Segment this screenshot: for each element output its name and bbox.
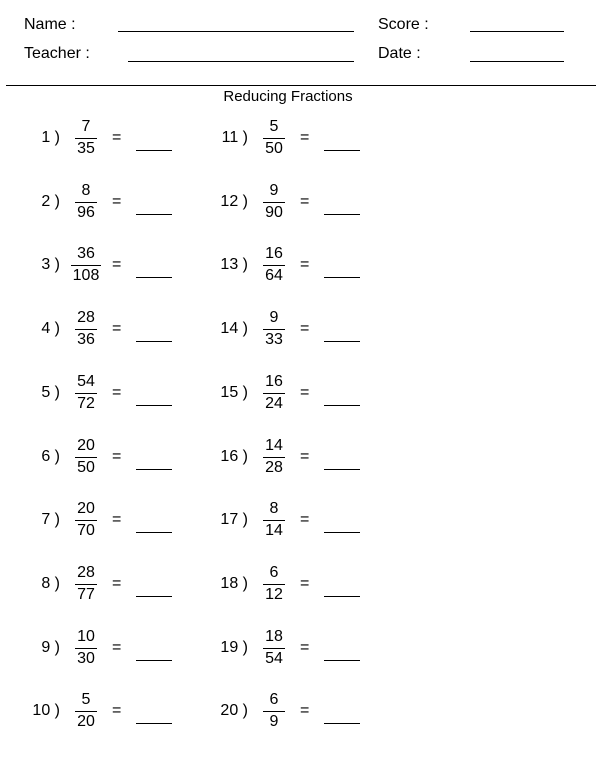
numerator: 36 [77, 245, 95, 263]
problem-item [0, 309, 200, 359]
equals-sign: = [300, 383, 310, 401]
fraction [254, 500, 294, 540]
fraction-bar [263, 138, 285, 139]
name-field[interactable] [118, 31, 354, 32]
answer-blank[interactable] [136, 150, 172, 151]
equals-sign: = [300, 574, 310, 592]
answer-blank[interactable] [324, 405, 360, 406]
fraction-bar [263, 520, 285, 521]
denominator: 72 [77, 394, 95, 412]
problem-number: 10 ) [32, 702, 60, 720]
fraction-bar [75, 648, 97, 649]
page-title: Reducing Fractions [223, 88, 353, 105]
equals-sign: = [112, 511, 122, 529]
fraction-bar [263, 457, 285, 458]
numerator: 20 [77, 436, 95, 454]
fraction [254, 373, 294, 413]
denominator: 108 [72, 267, 100, 285]
problem-number: 1 ) [41, 129, 60, 146]
score-label: Score : [378, 16, 429, 33]
answer-blank[interactable] [136, 723, 172, 724]
answer-blank[interactable] [324, 469, 360, 470]
denominator: 64 [265, 267, 283, 285]
fraction-bar [263, 711, 285, 712]
fraction-bar [75, 520, 97, 521]
fraction [66, 691, 106, 731]
denominator: 50 [265, 140, 283, 157]
numerator: 54 [77, 372, 95, 390]
fraction-bar [75, 457, 97, 458]
equals-sign: = [300, 129, 310, 146]
fraction [254, 309, 294, 349]
date-label: Date : [378, 45, 421, 62]
fraction [254, 691, 294, 731]
fraction [66, 245, 106, 285]
equals-sign: = [112, 638, 122, 656]
problem-item [188, 118, 388, 168]
answer-blank[interactable] [324, 214, 360, 215]
denominator: 36 [77, 331, 95, 349]
problem-item [188, 500, 388, 550]
fraction [254, 564, 294, 604]
fraction [254, 182, 294, 222]
fraction [66, 500, 106, 540]
denominator: 90 [265, 203, 283, 221]
fraction-bar [75, 138, 97, 139]
problem-item [0, 437, 200, 487]
equals-sign: = [112, 574, 122, 592]
fraction-bar [75, 584, 97, 585]
teacher-field[interactable] [128, 61, 354, 62]
denominator: 24 [265, 394, 283, 412]
problem-item [188, 437, 388, 487]
teacher-label: Teacher : [24, 45, 90, 62]
fraction-bar [263, 393, 285, 394]
answer-blank[interactable] [136, 532, 172, 533]
denominator: 35 [77, 140, 95, 157]
fraction-bar [263, 329, 285, 330]
answer-blank[interactable] [136, 405, 172, 406]
numerator: 8 [81, 181, 91, 199]
problem-number: 2 ) [41, 192, 60, 210]
equals-sign: = [300, 192, 310, 210]
problem-item [188, 182, 388, 232]
numerator: 28 [77, 309, 95, 327]
answer-blank[interactable] [136, 277, 172, 278]
equals-sign: = [300, 447, 310, 465]
problem-number: 19 ) [220, 638, 248, 656]
equals-sign: = [112, 129, 122, 146]
name-label: Name : [24, 16, 76, 33]
equals-sign: = [300, 638, 310, 656]
problem-item [0, 691, 200, 741]
answer-blank[interactable] [324, 341, 360, 342]
numerator: 16 [265, 372, 283, 390]
problem-number: 16 ) [220, 447, 248, 465]
fraction-bar [263, 584, 285, 585]
equals-sign: = [112, 256, 122, 274]
equals-sign: = [300, 511, 310, 529]
score-field[interactable] [470, 31, 564, 32]
numerator: 6 [269, 563, 279, 581]
problem-item [0, 182, 200, 232]
problem-item [188, 691, 388, 741]
answer-blank[interactable] [324, 150, 360, 151]
numerator: 10 [77, 627, 95, 645]
equals-sign: = [300, 702, 310, 720]
fraction-bar [263, 265, 285, 266]
numerator: 9 [269, 181, 279, 199]
fraction [66, 628, 106, 668]
problem-item [0, 628, 200, 678]
equals-sign: = [112, 320, 122, 338]
fraction [254, 245, 294, 285]
answer-blank[interactable] [324, 723, 360, 724]
denominator: 14 [265, 522, 283, 540]
problem-number: 12 ) [220, 192, 248, 210]
numerator: 5 [81, 691, 91, 709]
numerator: 8 [269, 500, 279, 518]
problem-number: 8 ) [41, 574, 60, 592]
answer-blank[interactable] [324, 532, 360, 533]
denominator: 30 [77, 649, 95, 667]
problem-item [0, 500, 200, 550]
problem-item [0, 245, 200, 295]
fraction-bar [75, 711, 97, 712]
fraction [66, 437, 106, 477]
fraction-bar [71, 265, 101, 266]
equals-sign: = [300, 320, 310, 338]
equals-sign: = [112, 447, 122, 465]
problem-number: 5 ) [41, 383, 60, 401]
problem-item [0, 564, 200, 614]
numerator: 14 [265, 436, 283, 454]
fraction [66, 182, 106, 222]
fraction [254, 118, 294, 158]
denominator: 28 [265, 458, 283, 476]
denominator: 77 [77, 585, 95, 603]
problem-number: 3 ) [41, 256, 60, 274]
fraction [66, 564, 106, 604]
fraction [66, 309, 106, 349]
answer-blank[interactable] [324, 660, 360, 661]
numerator: 20 [77, 500, 95, 518]
problem-number: 14 ) [220, 320, 248, 338]
numerator: 9 [269, 309, 279, 327]
numerator: 7 [81, 118, 91, 135]
problem-number: 11 ) [221, 129, 248, 146]
problem-item [0, 118, 200, 168]
numerator: 5 [269, 118, 279, 135]
answer-blank[interactable] [136, 660, 172, 661]
denominator: 96 [77, 203, 95, 221]
date-field[interactable] [470, 61, 564, 62]
fraction [66, 373, 106, 413]
denominator: 20 [77, 713, 95, 731]
fraction-bar [263, 202, 285, 203]
problem-item [188, 628, 388, 678]
answer-blank[interactable] [324, 277, 360, 278]
answer-blank[interactable] [324, 596, 360, 597]
numerator: 6 [269, 691, 279, 709]
fraction-bar [75, 393, 97, 394]
problem-number: 20 ) [220, 702, 248, 720]
problem-item [188, 309, 388, 359]
fraction-bar [75, 329, 97, 330]
problem-item [188, 245, 388, 295]
answer-blank[interactable] [136, 596, 172, 597]
header-divider [6, 85, 596, 86]
problem-number: 15 ) [220, 383, 248, 401]
denominator: 70 [77, 522, 95, 540]
equals-sign: = [300, 256, 310, 274]
problem-number: 18 ) [220, 574, 248, 592]
equals-sign: = [112, 383, 122, 401]
fraction [66, 118, 106, 158]
answer-blank[interactable] [136, 469, 172, 470]
problem-item [188, 373, 388, 423]
problem-number: 9 ) [41, 638, 60, 656]
problem-item [188, 564, 388, 614]
numerator: 16 [265, 245, 283, 263]
denominator: 54 [265, 649, 283, 667]
fraction [254, 628, 294, 668]
denominator: 50 [77, 458, 95, 476]
equals-sign: = [112, 702, 122, 720]
denominator: 9 [269, 713, 279, 731]
problem-number: 7 ) [41, 511, 60, 529]
numerator: 28 [77, 563, 95, 581]
problem-number: 13 ) [220, 256, 248, 274]
answer-blank[interactable] [136, 214, 172, 215]
problem-item [0, 373, 200, 423]
answer-blank[interactable] [136, 341, 172, 342]
problem-number: 4 ) [41, 320, 60, 338]
denominator: 33 [265, 331, 283, 349]
denominator: 12 [265, 585, 283, 603]
equals-sign: = [112, 192, 122, 210]
fraction [254, 437, 294, 477]
problem-number: 6 ) [41, 447, 60, 465]
fraction-bar [263, 648, 285, 649]
problem-number: 17 ) [220, 511, 248, 529]
numerator: 18 [265, 627, 283, 645]
fraction-bar [75, 202, 97, 203]
